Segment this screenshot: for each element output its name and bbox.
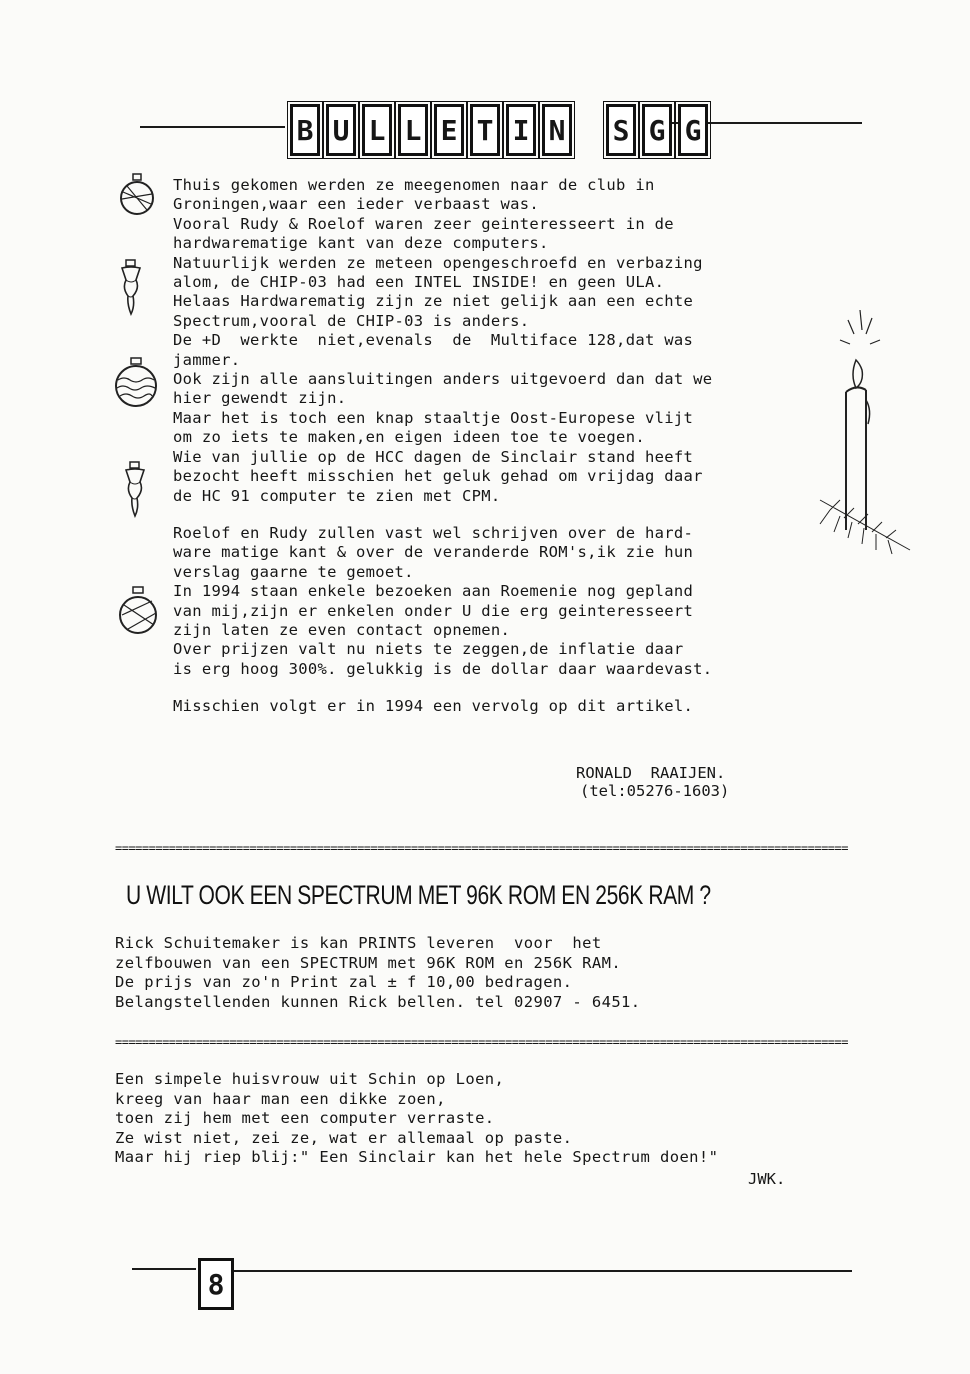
signature-name: RONALD RAAIJEN. bbox=[576, 764, 726, 782]
article-line: bezocht heeft misschien het geluk gehad om vrijdag daar bbox=[173, 467, 703, 486]
masthead-letter: I bbox=[506, 104, 536, 156]
icicle-ornament-icon bbox=[118, 258, 144, 316]
footer-rule-left bbox=[132, 1268, 196, 1270]
ad-line: Belangstellenden kunnen Rick bellen. tel 02907 - 6451. bbox=[115, 992, 641, 1011]
page-number: 8 bbox=[198, 1258, 234, 1310]
article-line: de HC 91 computer te zien met CPM. bbox=[173, 486, 501, 505]
article-line: jammer. bbox=[173, 350, 241, 369]
poem bbox=[115, 1070, 718, 1168]
poem-line: Een simpele huisvrouw uit Schin op Loen, bbox=[115, 1070, 505, 1088]
article-line: Roelof en Rudy zullen vast wel schrijven over de hard- bbox=[173, 523, 694, 542]
article-line: alom, de CHIP-03 had een INTEL INSIDE! en geen ULA. bbox=[173, 273, 665, 292]
poem-line: Maar hij riep blij:" Een Sinclair kan het hele Spectrum doen!" bbox=[115, 1148, 719, 1166]
masthead-letter: G bbox=[642, 104, 672, 156]
article-line: hardwarematige kant van deze computers. bbox=[173, 234, 549, 253]
ad-line: zelfbouwen van een SPECTRUM met 96K ROM en 256K RAM. bbox=[115, 953, 622, 972]
masthead-letter: E bbox=[434, 104, 464, 156]
masthead-letter: L bbox=[398, 104, 428, 156]
bauble-ornament-icon bbox=[112, 356, 160, 408]
article-line: hier gewendt zijn. bbox=[173, 389, 347, 408]
article-line: Over prijzen valt nu niets te zeggen,de inflatie daar bbox=[173, 640, 684, 659]
masthead-letter: L bbox=[362, 104, 392, 156]
ad-line: Rick Schuitemaker is kan PRINTS leveren voor het bbox=[115, 934, 602, 952]
article-line: Misschien volgt er in 1994 een vervolg op dit artikel. bbox=[173, 697, 694, 716]
article-line: ware matige kant & over de veranderde ROM's,ik zie hun bbox=[173, 543, 694, 562]
section-divider: ============================================================================================================= bbox=[115, 1036, 848, 1049]
header-rule-left bbox=[140, 126, 285, 128]
article-line: In 1994 staan enkele bezoeken aan Roemenie nog gepland bbox=[173, 582, 694, 601]
masthead-bulletin-sgg bbox=[288, 104, 710, 156]
article-line: Wie van jullie op de HCC dagen de Sinclair stand heeft bbox=[173, 447, 694, 466]
ad-headline: U WILT OOK EEN SPECTRUM MET 96K ROM EN 256K RAM ? bbox=[126, 880, 711, 910]
footer-rule-right bbox=[232, 1270, 852, 1272]
article-line: is erg hoog 300%. gelukkig is de dollar daar waardevast. bbox=[173, 659, 713, 678]
poem-author: JWK. bbox=[748, 1170, 786, 1188]
article-line: Vooral Rudy & Roelof waren zeer geinteresseert in de bbox=[173, 214, 674, 233]
section-divider: ============================================================================================================= bbox=[115, 842, 848, 855]
article-line: Thuis gekomen werden ze meegenomen naar de club in bbox=[173, 176, 655, 194]
ad-body bbox=[115, 934, 641, 1012]
poem-line: Ze wist niet, zei ze, wat er allemaal op paste. bbox=[115, 1128, 573, 1147]
masthead-letter: U bbox=[326, 104, 356, 156]
article-line: van mij,zijn er enkelen onder U die erg geinteresseert bbox=[173, 601, 694, 620]
article-line: Helaas Hardwarematig zijn ze niet gelijk aan een echte bbox=[173, 292, 694, 311]
masthead-letter: G bbox=[678, 104, 708, 156]
article-line: Spectrum,vooral de CHIP-03 is anders. bbox=[173, 311, 530, 330]
masthead-letter: S bbox=[606, 104, 636, 156]
article-line: Groningen,waar een ieder verbaast was. bbox=[173, 195, 540, 214]
ad-line: De prijs van zo'n Print zal ± f 10,00 bedragen. bbox=[115, 973, 573, 991]
article-line: Maar het is toch een knap staaltje Oost-Europese vlijt bbox=[173, 408, 694, 427]
article-line: Natuurlijk werden ze meteen opengeschroefd en verbazing bbox=[173, 253, 703, 272]
poem-line: kreeg van haar man een dikke zoen, bbox=[115, 1089, 446, 1108]
bauble-ornament-icon bbox=[118, 172, 156, 218]
article-line: om zo iets te maken,en eigen ideen toe te voegen. bbox=[173, 428, 645, 447]
article-line: Ook zijn alle aansluitingen anders uitgevoerd dan dat we bbox=[173, 370, 713, 389]
signature-telephone: (tel:05276-1603) bbox=[580, 782, 730, 800]
masthead-letter: N bbox=[542, 104, 572, 156]
poem-line: toen zij hem met een computer verraste. bbox=[115, 1109, 495, 1127]
article-line: De +D werkte niet,evenals de Multiface 128,dat was bbox=[173, 331, 694, 350]
bauble-ornament-icon bbox=[116, 585, 160, 637]
masthead-letter: B bbox=[290, 104, 320, 156]
icicle-ornament-icon bbox=[122, 460, 148, 518]
masthead-letter: T bbox=[470, 104, 500, 156]
article-line: verslag gaarne te gemoet. bbox=[173, 562, 414, 581]
article-line: zijn laten ze even contact opnemen. bbox=[173, 620, 511, 639]
article-body bbox=[173, 176, 828, 717]
